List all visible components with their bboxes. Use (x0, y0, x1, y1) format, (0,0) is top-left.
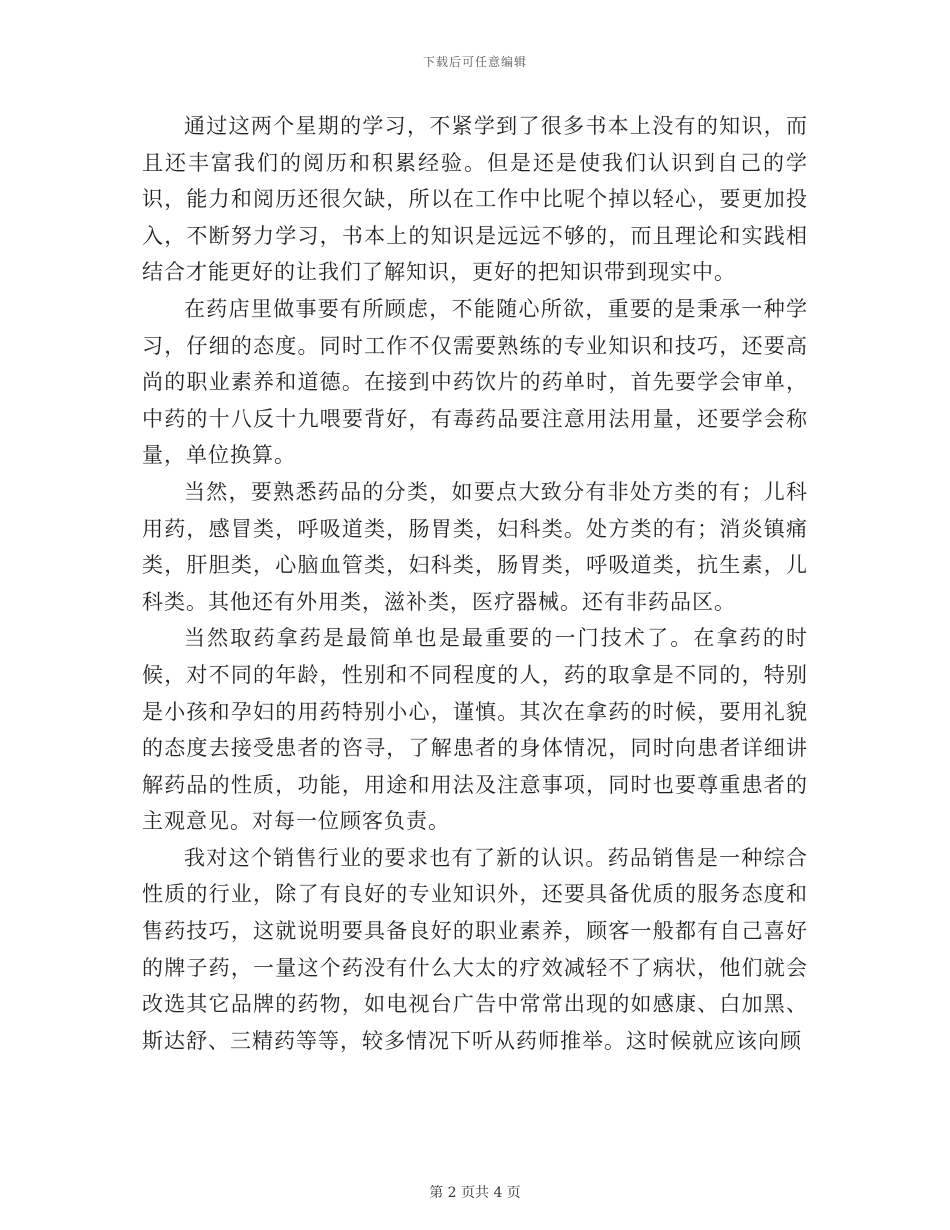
paragraph-4: 当然取药拿药是最简单也是最重要的一门技术了。在拿药的时候，对不同的年龄，性别和不同程度的人，药的取拿是不同的，特别是小孩和孕妇的用药特别小心，谨慎。其次在拿药的时候，要用礼貌的态度去接受患者的咨寻，了解患者的身体情况，同时向患者详细讲解药品的性质，功能，用途和用法及注意事项，同时也要尊重患者的主观意见。对每一位顾客负责。 (142, 626, 808, 834)
page-header: 下载后可任意编辑 (422, 55, 527, 69)
paragraph-1: 通过这两个星期的学习，不紧学到了很多书本上没有的知识，而且还丰富我们的阅历和积累经验。但是还是使我们认识到自己的学识，能力和阅历还很欠缺，所以在工作中比呢个掉以轻心，要更加投入，不断努力学习，书本上的知识是远远不够的，而且理论和实践相结合才能更好的让我们了解知识，更好的把知识带到现实中。 (142, 114, 808, 285)
page-number-footer: 第 2 页共 4 页 (429, 1185, 521, 1201)
paragraph-3: 当然，要熟悉药品的分类，如要点大致分有非处方类的有；儿科用药，感冒类，呼吸道类，肠胃类，妇科类。处方类的有；消炎镇痛类，肝胆类，心脑血管类，妇科类，肠胃类，呼吸道类，抗生素，儿科类。其他还有外用类，滋补类，医疗器械。还有非药品区。 (142, 479, 808, 614)
document-body (142, 108, 808, 1059)
paragraph-2: 在药店里做事要有所顾虑，不能随心所欲，重要的是秉承一种学习，仔细的态度。同时工作不仅需要熟练的专业知识和技巧，还要高尚的职业素养和道德。在接到中药饮片的药单时，首先要学会审单，中药的十八反十九喂要背好，有毒药品要注意用法用量，还要学会称量，单位换算。 (142, 296, 808, 468)
paragraph-5: 我对这个销售行业的要求也有了新的认识。药品销售是一种综合性质的行业，除了有良好的专业知识外，还要具备优质的服务态度和售药技巧，这就说明要具备良好的职业素养，顾客一般都有自己喜好的牌子药，一量这个药没有什么大太的疗效减轻不了病状，他们就会改选其它品牌的药物，如电视台广告中常常出现的如感康、白加黑、斯达舒、三精药等等，较多情况下听从药师推举。这时候就应该向顾 (142, 845, 808, 1053)
